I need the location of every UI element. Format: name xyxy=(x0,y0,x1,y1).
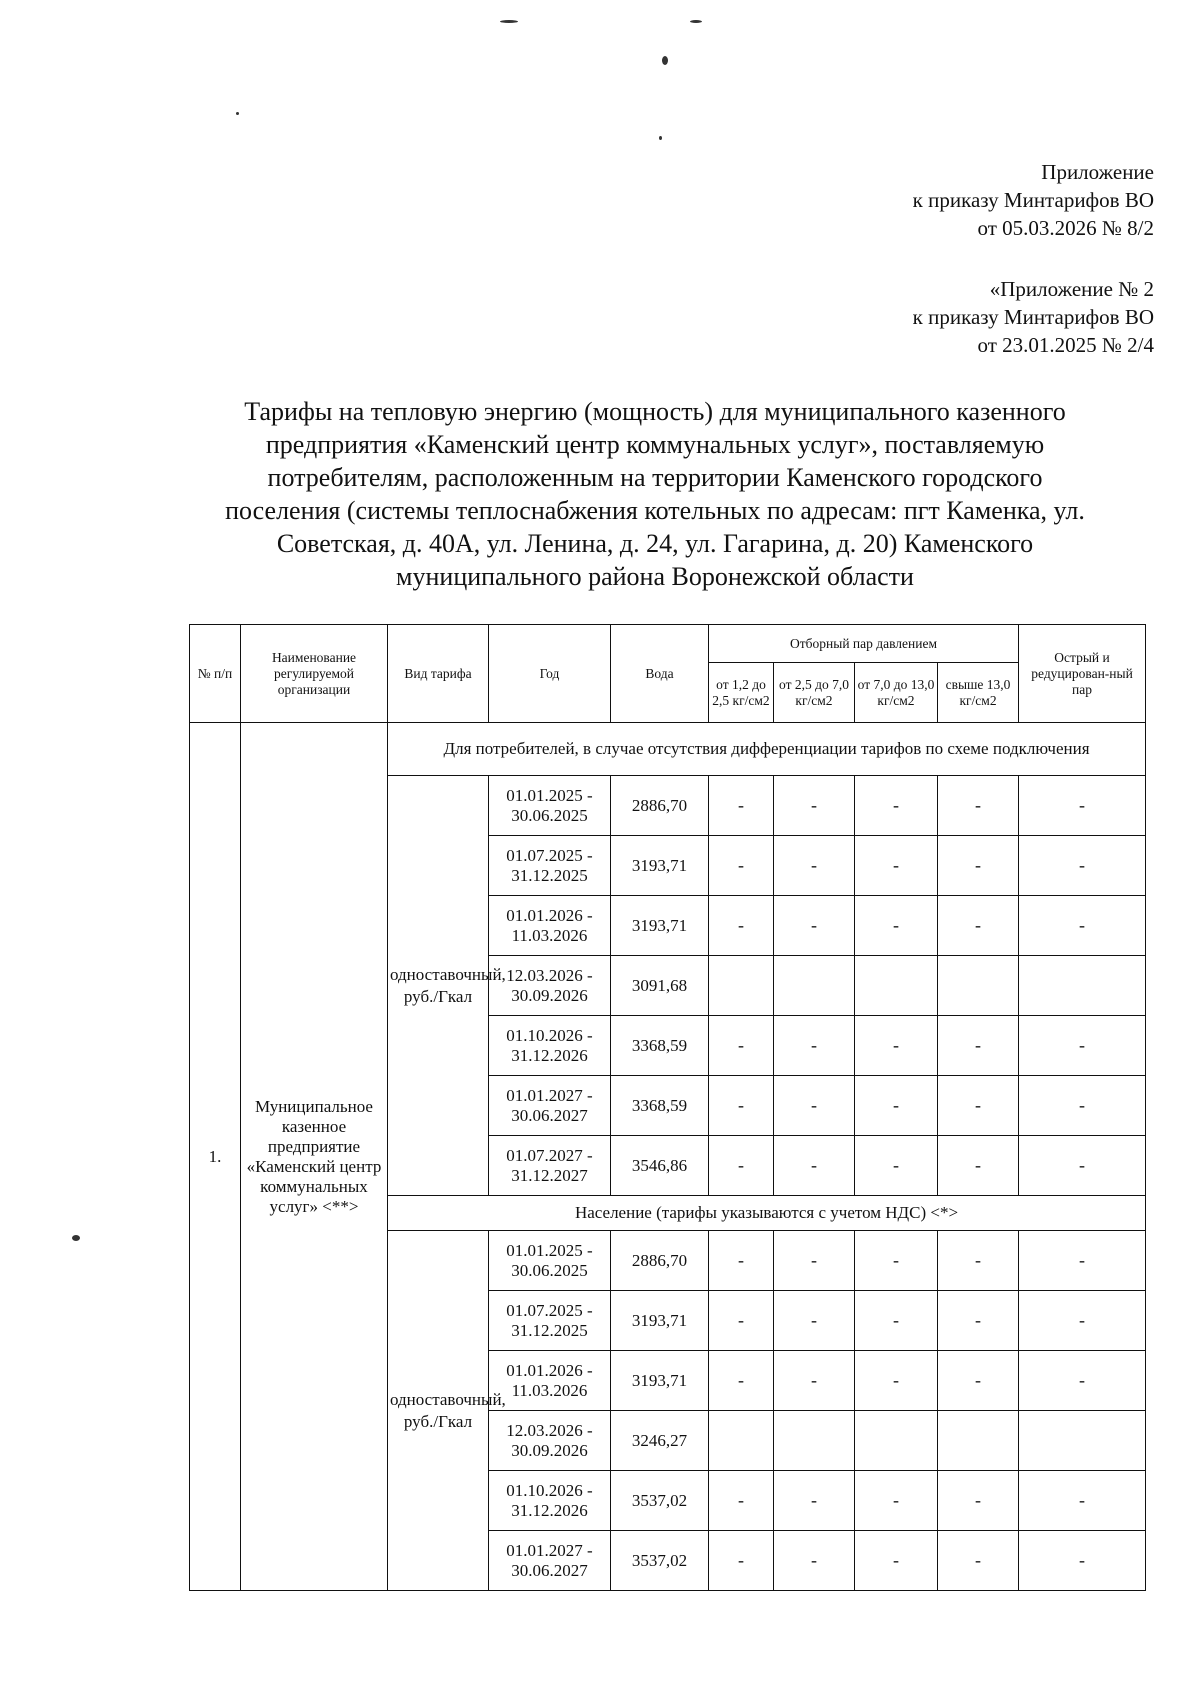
water-tariff-cell: 3546,86 xyxy=(611,1136,709,1196)
header-steam-2: от 2,5 до 7,0 кг/см2 xyxy=(774,663,855,723)
header-sharp-steam: Острый и редуцирован-ный пар xyxy=(1019,625,1146,723)
period-cell: 01.07.2027 - 31.12.2027 xyxy=(489,1136,611,1196)
steam-tariff-cell xyxy=(1019,956,1146,1016)
steam-tariff-cell: - xyxy=(855,1231,938,1291)
tariff-table xyxy=(189,624,1146,1591)
steam-tariff-cell xyxy=(1019,1411,1146,1471)
steam-tariff-cell: - xyxy=(774,1531,855,1591)
steam-tariff-cell: - xyxy=(938,1076,1019,1136)
steam-tariff-cell: - xyxy=(774,1231,855,1291)
steam-tariff-cell: - xyxy=(709,1351,774,1411)
period-cell: 01.07.2025 - 31.12.2025 xyxy=(489,1291,611,1351)
steam-tariff-cell: - xyxy=(709,1231,774,1291)
steam-tariff-cell: - xyxy=(709,1136,774,1196)
steam-tariff-cell: - xyxy=(855,896,938,956)
water-tariff-cell: 3193,71 xyxy=(611,836,709,896)
water-tariff-cell: 3368,59 xyxy=(611,1016,709,1076)
organization-name: Муниципальное казенное предприятие «Каменский центр коммунальных услуг» <**> xyxy=(241,723,388,1591)
water-tariff-cell: 3537,02 xyxy=(611,1531,709,1591)
steam-tariff-cell: - xyxy=(709,1471,774,1531)
tariff-kind: одноставочный, руб./Гкал xyxy=(388,776,489,1196)
header-steam-4: свыше 13,0 кг/см2 xyxy=(938,663,1019,723)
appendix-2-header xyxy=(913,275,1154,359)
water-tariff-cell: 3246,27 xyxy=(611,1411,709,1471)
steam-tariff-cell: - xyxy=(1019,836,1146,896)
steam-tariff-cell: - xyxy=(855,1016,938,1076)
scan-speck xyxy=(72,1235,80,1241)
steam-tariff-cell: - xyxy=(938,1531,1019,1591)
steam-tariff-cell xyxy=(709,956,774,1016)
water-tariff-cell: 3537,02 xyxy=(611,1471,709,1531)
steam-tariff-cell: - xyxy=(1019,776,1146,836)
header-steam-1: от 1,2 до 2,5 кг/см2 xyxy=(709,663,774,723)
period-cell: 01.01.2027 - 30.06.2027 xyxy=(489,1076,611,1136)
steam-tariff-cell: - xyxy=(1019,1471,1146,1531)
steam-tariff-cell: - xyxy=(709,896,774,956)
steam-tariff-cell: - xyxy=(1019,1531,1146,1591)
title-line: муниципального района Воронежской области xyxy=(396,562,914,591)
steam-tariff-cell: - xyxy=(938,1291,1019,1351)
steam-tariff-cell: - xyxy=(938,1016,1019,1076)
steam-tariff-cell: - xyxy=(1019,1136,1146,1196)
steam-tariff-cell: - xyxy=(774,836,855,896)
steam-tariff-cell: - xyxy=(855,1076,938,1136)
period-cell: 01.10.2026 - 31.12.2026 xyxy=(489,1016,611,1076)
period-cell: 01.10.2026 - 31.12.2026 xyxy=(489,1471,611,1531)
steam-tariff-cell: - xyxy=(938,1136,1019,1196)
steam-tariff-cell: - xyxy=(774,1136,855,1196)
appendix-header xyxy=(913,158,1154,242)
steam-tariff-cell xyxy=(774,1411,855,1471)
steam-tariff-cell: - xyxy=(774,1351,855,1411)
title-line: поселения (системы теплоснабжения котельных по адресам: пгт Каменка, ул. xyxy=(225,496,1085,525)
steam-tariff-cell: - xyxy=(709,1531,774,1591)
steam-tariff-cell: - xyxy=(1019,1351,1146,1411)
period-cell: 01.01.2027 - 30.06.2027 xyxy=(489,1531,611,1591)
row-number: 1. xyxy=(190,723,241,1591)
steam-tariff-cell: - xyxy=(855,1136,938,1196)
appendix-header-line: Приложение xyxy=(1041,160,1154,184)
water-tariff-cell: 3193,71 xyxy=(611,1291,709,1351)
steam-tariff-cell: - xyxy=(709,776,774,836)
steam-tariff-cell: - xyxy=(1019,1291,1146,1351)
steam-tariff-cell: - xyxy=(855,776,938,836)
scan-speck xyxy=(236,112,239,115)
steam-tariff-cell: - xyxy=(855,1351,938,1411)
steam-tariff-cell: - xyxy=(938,836,1019,896)
scan-speck xyxy=(659,136,662,140)
table-header-row xyxy=(190,625,1146,663)
title-line: Тарифы на тепловую энергию (мощность) для муниципального казенного xyxy=(244,397,1066,426)
steam-tariff-cell: - xyxy=(774,1016,855,1076)
title-line: предприятия «Каменский центр коммунальных услуг», поставляемую xyxy=(265,430,1045,459)
header-num: № п/п xyxy=(190,625,241,723)
appendix-header-line: от 05.03.2026 № 8/2 xyxy=(977,216,1154,240)
header-steam-group: Отборный пар давлением xyxy=(709,625,1019,663)
water-tariff-cell: 2886,70 xyxy=(611,1231,709,1291)
scan-speck xyxy=(500,20,518,23)
scan-speck xyxy=(662,56,668,65)
steam-tariff-cell xyxy=(938,956,1019,1016)
section-title: Для потребителей, в случае отсутствия дифференциации тарифов по схеме подключения xyxy=(388,723,1146,776)
steam-tariff-cell: - xyxy=(709,1016,774,1076)
steam-tariff-cell: - xyxy=(1019,1016,1146,1076)
period-cell: 01.01.2025 - 30.06.2025 xyxy=(489,1231,611,1291)
water-tariff-cell: 3091,68 xyxy=(611,956,709,1016)
section-row xyxy=(190,723,1146,776)
section-title: Население (тарифы указываются с учетом НДС) <*> xyxy=(388,1196,1146,1231)
steam-tariff-cell: - xyxy=(1019,1076,1146,1136)
title-line: потребителям, расположенным на территории Каменского городского xyxy=(267,463,1043,492)
steam-tariff-cell: - xyxy=(709,1291,774,1351)
appendix-header-line: к приказу Минтарифов ВО xyxy=(912,305,1154,329)
steam-tariff-cell: - xyxy=(855,1291,938,1351)
period-cell: 01.01.2025 - 30.06.2025 xyxy=(489,776,611,836)
period-cell: 01.01.2026 - 11.03.2026 xyxy=(489,1351,611,1411)
water-tariff-cell: 3193,71 xyxy=(611,1351,709,1411)
header-year: Год xyxy=(489,625,611,723)
table-body xyxy=(190,723,1146,1591)
steam-tariff-cell: - xyxy=(1019,896,1146,956)
title-line: Советская, д. 40А, ул. Ленина, д. 24, ул. Гагарина, д. 20) Каменского xyxy=(276,529,1034,558)
water-tariff-cell: 3368,59 xyxy=(611,1076,709,1136)
steam-tariff-cell: - xyxy=(938,776,1019,836)
steam-tariff-cell: - xyxy=(774,776,855,836)
steam-tariff-cell: - xyxy=(938,1471,1019,1531)
steam-tariff-cell: - xyxy=(938,896,1019,956)
header-water: Вода xyxy=(611,625,709,723)
steam-tariff-cell: - xyxy=(774,1076,855,1136)
steam-tariff-cell: - xyxy=(709,1076,774,1136)
steam-tariff-cell: - xyxy=(855,836,938,896)
steam-tariff-cell: - xyxy=(855,1531,938,1591)
steam-tariff-cell: - xyxy=(1019,1231,1146,1291)
steam-tariff-cell xyxy=(855,956,938,1016)
steam-tariff-cell: - xyxy=(855,1471,938,1531)
period-cell: 12.03.2026 - 30.09.2026 xyxy=(489,956,611,1016)
header-steam-3: от 7,0 до 13,0 кг/см2 xyxy=(855,663,938,723)
header-kind: Вид тарифа xyxy=(388,625,489,723)
document-title xyxy=(180,395,1130,593)
steam-tariff-cell xyxy=(855,1411,938,1471)
appendix-header-line: «Приложение № 2 xyxy=(989,277,1154,301)
period-cell: 01.07.2025 - 31.12.2025 xyxy=(489,836,611,896)
steam-tariff-cell: - xyxy=(709,836,774,896)
scan-speck xyxy=(690,20,702,23)
period-cell: 12.03.2026 - 30.09.2026 xyxy=(489,1411,611,1471)
steam-tariff-cell: - xyxy=(774,896,855,956)
appendix-header-line: к приказу Минтарифов ВО xyxy=(912,188,1154,212)
steam-tariff-cell: - xyxy=(774,1291,855,1351)
steam-tariff-cell xyxy=(774,956,855,1016)
steam-tariff-cell xyxy=(709,1411,774,1471)
period-cell: 01.01.2026 - 11.03.2026 xyxy=(489,896,611,956)
steam-tariff-cell xyxy=(938,1411,1019,1471)
water-tariff-cell: 3193,71 xyxy=(611,896,709,956)
tariff-kind: одноставочный, руб./Гкал xyxy=(388,1231,489,1591)
header-org: Наименование регулируемой организации xyxy=(241,625,388,723)
steam-tariff-cell: - xyxy=(938,1351,1019,1411)
water-tariff-cell: 2886,70 xyxy=(611,776,709,836)
appendix-header-line: от 23.01.2025 № 2/4 xyxy=(977,333,1154,357)
steam-tariff-cell: - xyxy=(938,1231,1019,1291)
steam-tariff-cell: - xyxy=(774,1471,855,1531)
